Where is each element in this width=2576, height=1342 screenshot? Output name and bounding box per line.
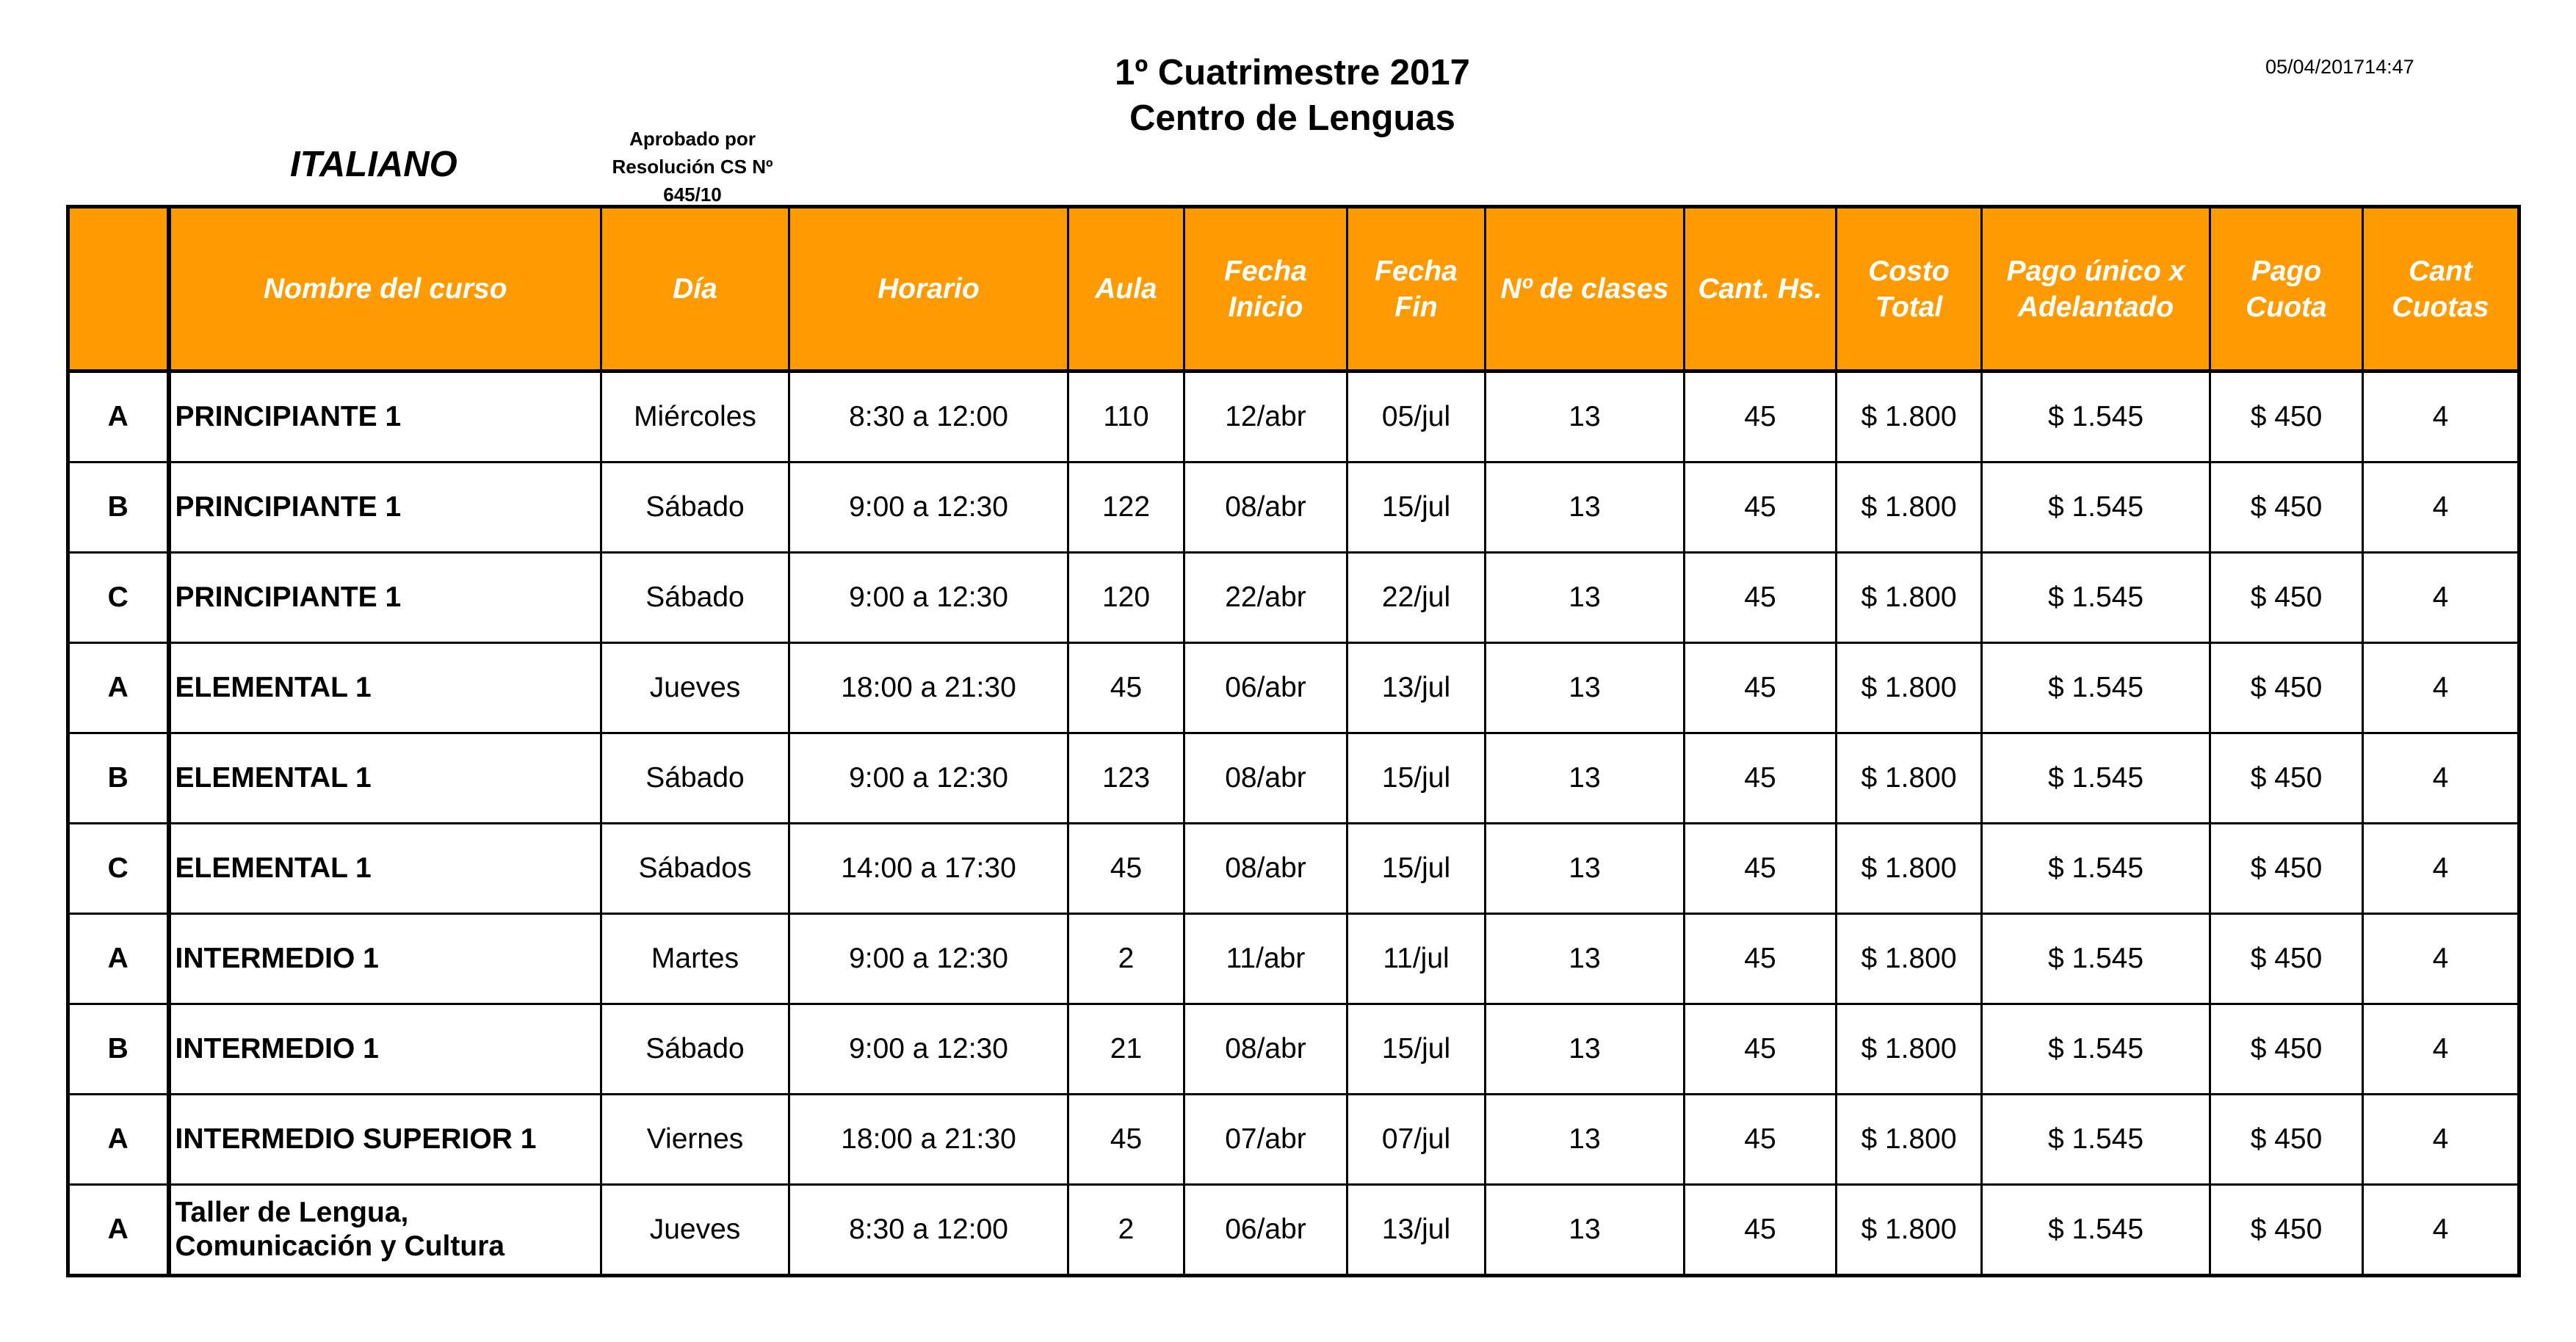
cell-classroom: 2: [1068, 914, 1184, 1004]
cell-hours: 45: [1685, 463, 1837, 553]
table-row: [68, 463, 2519, 553]
cell-schedule: 8:30 a 12:00: [789, 371, 1068, 463]
cell-class-count: 13: [1486, 643, 1685, 733]
table-row: [68, 1004, 2519, 1095]
cell-end-date: 13/jul: [1347, 1185, 1486, 1276]
cell-total-cost: $ 1.800: [1837, 553, 1982, 643]
cell-schedule: 9:00 a 12:30: [789, 733, 1068, 824]
cell-day: Sábado: [601, 1004, 789, 1095]
cell-total-cost: $ 1.800: [1837, 371, 1982, 463]
cell-schedule: 14:00 a 17:30: [789, 824, 1068, 914]
cell-end-date: 11/jul: [1347, 914, 1486, 1004]
cell-group: B: [68, 1004, 169, 1095]
table-row: [68, 643, 2519, 733]
table-row: [68, 553, 2519, 643]
cell-installment-payment: $ 450: [2210, 1185, 2363, 1276]
cell-classroom: 123: [1068, 733, 1184, 824]
cell-class-count: 13: [1486, 1185, 1685, 1276]
cell-start-date: 06/abr: [1184, 643, 1347, 733]
cell-group: B: [68, 733, 169, 824]
cell-classroom: 45: [1068, 824, 1184, 914]
cell-installment-count: 4: [2363, 371, 2519, 463]
column-header-single-payment: Pago único x Adelantado: [1982, 207, 2210, 371]
cell-class-count: 13: [1486, 1095, 1685, 1185]
cell-course-name: PRINCIPIANTE 1: [169, 463, 601, 553]
cell-group: C: [68, 553, 169, 643]
table-body: [68, 371, 2519, 1276]
header-row: [68, 207, 2519, 371]
cell-total-cost: $ 1.800: [1837, 914, 1982, 1004]
cell-day: Martes: [601, 914, 789, 1004]
cell-installment-count: 4: [2363, 553, 2519, 643]
column-header-group: [68, 207, 169, 371]
cell-course-name: ELEMENTAL 1: [169, 824, 601, 914]
cell-day: Jueves: [601, 643, 789, 733]
cell-schedule: 9:00 a 12:30: [789, 463, 1068, 553]
cell-course-name: INTERMEDIO SUPERIOR 1: [169, 1095, 601, 1185]
cell-end-date: 22/jul: [1347, 553, 1486, 643]
cell-single-payment: $ 1.545: [1982, 463, 2210, 553]
cell-end-date: 15/jul: [1347, 824, 1486, 914]
cell-day: Miércoles: [601, 371, 789, 463]
cell-total-cost: $ 1.800: [1837, 463, 1982, 553]
cell-classroom: 45: [1068, 1095, 1184, 1185]
cell-class-count: 13: [1486, 463, 1685, 553]
cell-end-date: 15/jul: [1347, 733, 1486, 824]
cell-start-date: 22/abr: [1184, 553, 1347, 643]
column-header-schedule: Horario: [789, 207, 1068, 371]
cell-schedule: 9:00 a 12:30: [789, 1004, 1068, 1095]
cell-installment-count: 4: [2363, 824, 2519, 914]
cell-total-cost: $ 1.800: [1837, 1095, 1982, 1185]
table-header: [68, 207, 2519, 371]
cell-single-payment: $ 1.545: [1982, 643, 2210, 733]
cell-installment-payment: $ 450: [2210, 553, 2363, 643]
cell-start-date: 11/abr: [1184, 914, 1347, 1004]
column-header-day: Día: [601, 207, 789, 371]
cell-installment-payment: $ 450: [2210, 824, 2363, 914]
cell-installment-payment: $ 450: [2210, 371, 2363, 463]
approval-line-1: Aprobado por: [629, 128, 756, 150]
column-header-installment-count: Cant Cuotas: [2363, 207, 2519, 371]
table-row: [68, 733, 2519, 824]
cell-course-name: INTERMEDIO 1: [169, 1004, 601, 1095]
cell-class-count: 13: [1486, 371, 1685, 463]
table-row: [68, 1095, 2519, 1185]
courses-table: [66, 205, 2521, 1277]
cell-class-count: 13: [1486, 553, 1685, 643]
cell-course-name: ELEMENTAL 1: [169, 643, 601, 733]
cell-single-payment: $ 1.545: [1982, 824, 2210, 914]
cell-class-count: 13: [1486, 733, 1685, 824]
column-header-course-name: Nombre del curso: [169, 207, 601, 371]
cell-end-date: 15/jul: [1347, 463, 1486, 553]
column-header-end-date: Fecha Fin: [1347, 207, 1486, 371]
table-row: [68, 914, 2519, 1004]
cell-start-date: 12/abr: [1184, 371, 1347, 463]
cell-start-date: 08/abr: [1184, 1004, 1347, 1095]
cell-single-payment: $ 1.545: [1982, 371, 2210, 463]
table-row: [68, 1185, 2519, 1276]
table-row: [68, 824, 2519, 914]
cell-schedule: 8:30 a 12:00: [789, 1185, 1068, 1276]
table-row: [68, 371, 2519, 463]
column-header-classroom: Aula: [1068, 207, 1184, 371]
cell-group: A: [68, 1185, 169, 1276]
cell-single-payment: $ 1.545: [1982, 914, 2210, 1004]
cell-single-payment: $ 1.545: [1982, 1185, 2210, 1276]
cell-total-cost: $ 1.800: [1837, 643, 1982, 733]
cell-single-payment: $ 1.545: [1982, 1095, 2210, 1185]
cell-installment-count: 4: [2363, 1185, 2519, 1276]
approval-note: [593, 125, 792, 208]
cell-hours: 45: [1685, 914, 1837, 1004]
cell-course-name: ELEMENTAL 1: [169, 733, 601, 824]
title-line-2: Centro de Lenguas: [1129, 98, 1455, 138]
cell-group: A: [68, 643, 169, 733]
cell-classroom: 21: [1068, 1004, 1184, 1095]
cell-installment-count: 4: [2363, 914, 2519, 1004]
cell-group: A: [68, 1095, 169, 1185]
cell-start-date: 08/abr: [1184, 463, 1347, 553]
cell-day: Sábado: [601, 553, 789, 643]
cell-classroom: 120: [1068, 553, 1184, 643]
cell-installment-count: 4: [2363, 643, 2519, 733]
title-line-1: 1º Cuatrimestre 2017: [1115, 53, 1470, 93]
cell-class-count: 13: [1486, 914, 1685, 1004]
cell-classroom: 122: [1068, 463, 1184, 553]
cell-group: A: [68, 371, 169, 463]
cell-single-payment: $ 1.545: [1982, 553, 2210, 643]
cell-day: Sábado: [601, 463, 789, 553]
cell-schedule: 18:00 a 21:30: [789, 1095, 1068, 1185]
cell-total-cost: $ 1.800: [1837, 824, 1982, 914]
cell-course-name: INTERMEDIO 1: [169, 914, 601, 1004]
cell-installment-payment: $ 450: [2210, 914, 2363, 1004]
cell-hours: 45: [1685, 643, 1837, 733]
cell-installment-payment: $ 450: [2210, 1004, 2363, 1095]
cell-group: B: [68, 463, 169, 553]
cell-classroom: 2: [1068, 1185, 1184, 1276]
cell-start-date: 08/abr: [1184, 824, 1347, 914]
print-timestamp: 05/04/201714:47: [2265, 56, 2414, 78]
cell-group: C: [68, 824, 169, 914]
column-header-hours: Cant. Hs.: [1685, 207, 1837, 371]
cell-installment-payment: $ 450: [2210, 643, 2363, 733]
cell-hours: 45: [1685, 1095, 1837, 1185]
cell-schedule: 9:00 a 12:30: [789, 914, 1068, 1004]
cell-total-cost: $ 1.800: [1837, 1185, 1982, 1276]
approval-line-3: 645/10: [663, 184, 722, 206]
cell-end-date: 13/jul: [1347, 643, 1486, 733]
column-header-total-cost: Costo Total: [1837, 207, 1982, 371]
cell-single-payment: $ 1.545: [1982, 1004, 2210, 1095]
cell-schedule: 18:00 a 21:30: [789, 643, 1068, 733]
cell-day: Jueves: [601, 1185, 789, 1276]
cell-total-cost: $ 1.800: [1837, 733, 1982, 824]
cell-class-count: 13: [1486, 1004, 1685, 1095]
cell-start-date: 07/abr: [1184, 1095, 1347, 1185]
column-header-class-count: Nº de clases: [1486, 207, 1685, 371]
cell-installment-count: 4: [2363, 733, 2519, 824]
cell-course-name: PRINCIPIANTE 1: [169, 553, 601, 643]
cell-single-payment: $ 1.545: [1982, 733, 2210, 824]
cell-end-date: 07/jul: [1347, 1095, 1486, 1185]
cell-hours: 45: [1685, 1185, 1837, 1276]
cell-start-date: 06/abr: [1184, 1185, 1347, 1276]
cell-group: A: [68, 914, 169, 1004]
cell-schedule: 9:00 a 12:30: [789, 553, 1068, 643]
cell-course-name: Taller de Lengua, Comunicación y Cultura: [169, 1185, 601, 1276]
language-label: ITALIANO: [290, 145, 457, 184]
column-header-installment-payment: Pago Cuota: [2210, 207, 2363, 371]
cell-hours: 45: [1685, 1004, 1837, 1095]
cell-total-cost: $ 1.800: [1837, 1004, 1982, 1095]
approval-line-2: Resolución CS Nº: [612, 156, 773, 178]
cell-installment-count: 4: [2363, 463, 2519, 553]
cell-start-date: 08/abr: [1184, 733, 1347, 824]
cell-day: Sábado: [601, 733, 789, 824]
cell-installment-count: 4: [2363, 1004, 2519, 1095]
cell-end-date: 15/jul: [1347, 1004, 1486, 1095]
cell-hours: 45: [1685, 553, 1837, 643]
cell-course-name: PRINCIPIANTE 1: [169, 371, 601, 463]
cell-day: Sábados: [601, 824, 789, 914]
cell-hours: 45: [1685, 371, 1837, 463]
cell-classroom: 45: [1068, 643, 1184, 733]
cell-installment-payment: $ 450: [2210, 1095, 2363, 1185]
cell-day: Viernes: [601, 1095, 789, 1185]
cell-end-date: 05/jul: [1347, 371, 1486, 463]
cell-installment-payment: $ 450: [2210, 733, 2363, 824]
cell-installment-count: 4: [2363, 1095, 2519, 1185]
cell-classroom: 110: [1068, 371, 1184, 463]
cell-class-count: 13: [1486, 824, 1685, 914]
page-title: [1072, 50, 1513, 141]
column-header-start-date: Fecha Inicio: [1184, 207, 1347, 371]
cell-installment-payment: $ 450: [2210, 463, 2363, 553]
cell-hours: 45: [1685, 733, 1837, 824]
cell-hours: 45: [1685, 824, 1837, 914]
